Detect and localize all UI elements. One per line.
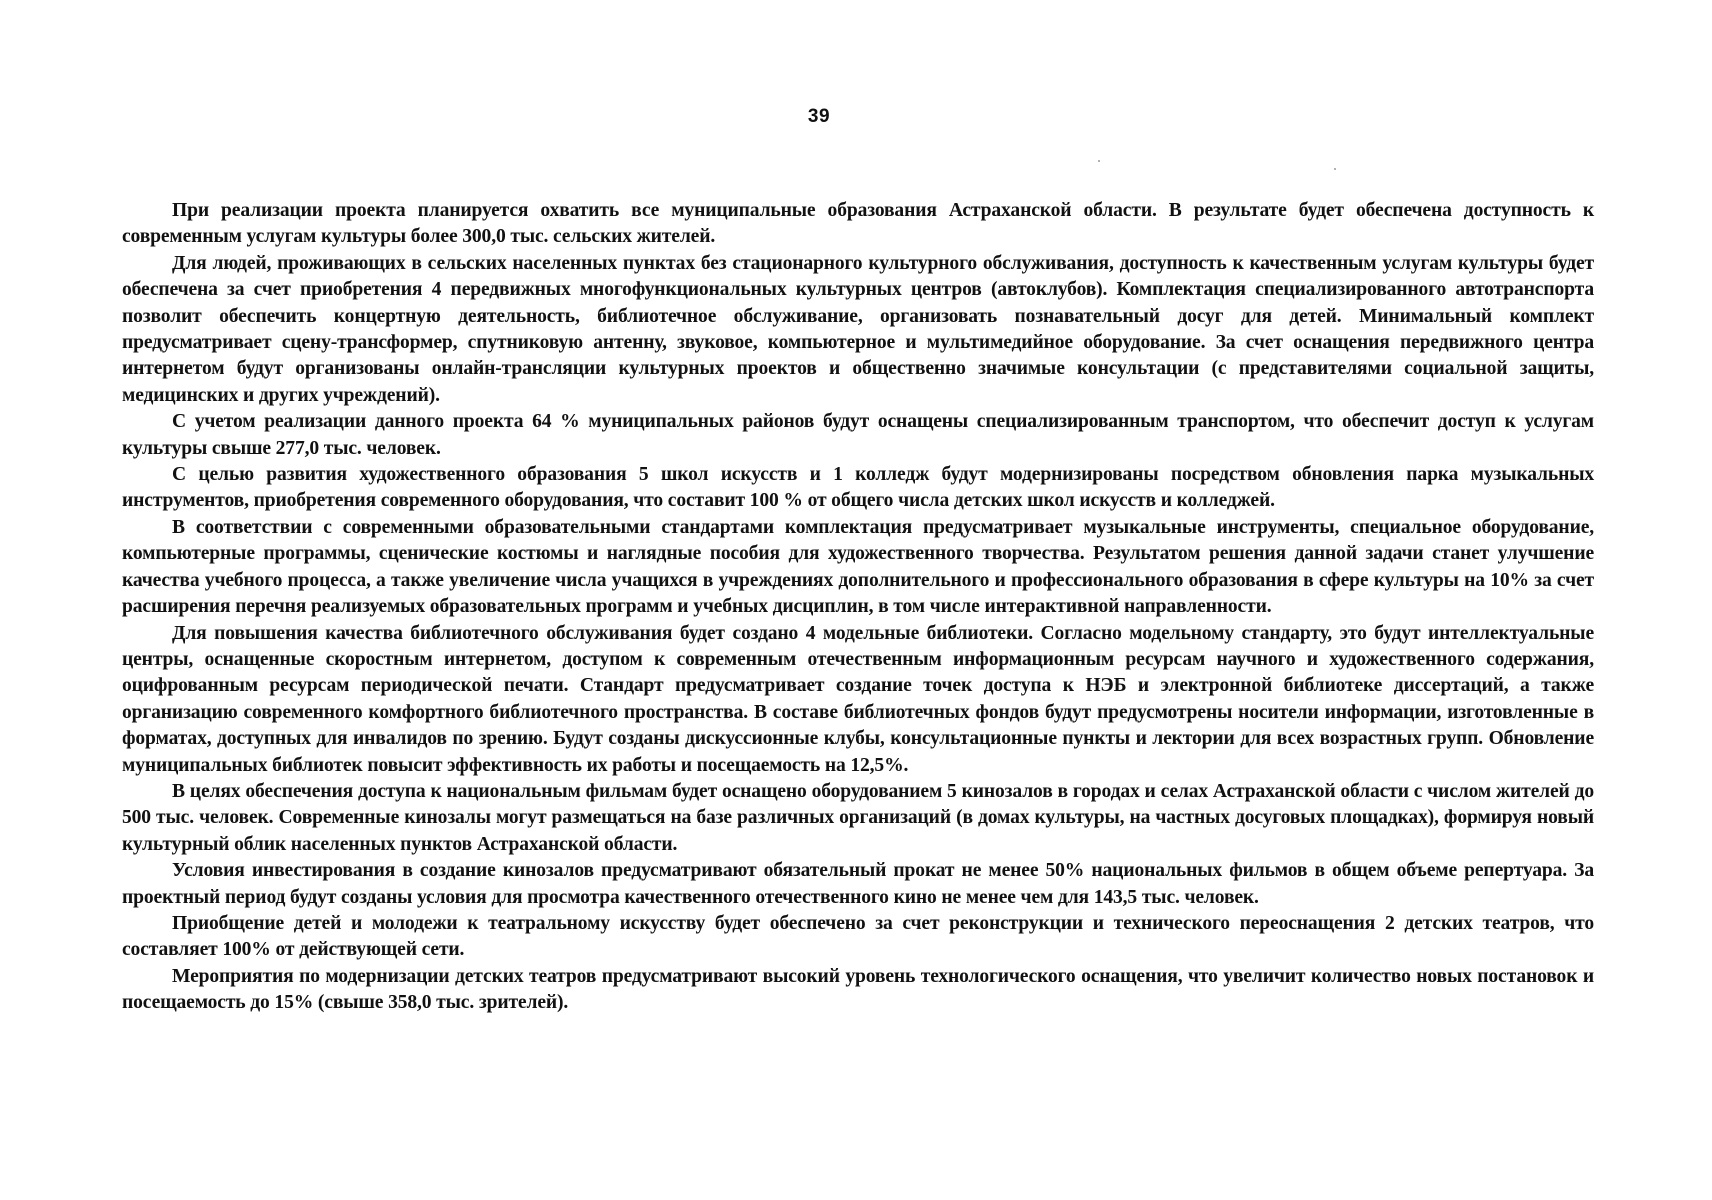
scan-speck [1334,168,1336,170]
paragraph: С целью развития художественного образования 5 школ искусств и 1 колледж будут модернизированы посредством обновления парка музыкальных инструментов, приобретения современного оборудования, что составит 100 % от общего числа детских школ искусств и колледжей. [122,464,1594,512]
paragraph: С учетом реализации данного проекта 64 % муниципальных районов будут оснащены специализированным транспортом, что обеспечит доступ к услугам культуры свыше 277,0 тыс. человек. [122,411,1594,459]
paragraph: В целях обеспечения доступа к национальным фильмам будет оснащено оборудованием 5 кинозалов в городах и селах Астраханской области с числом жителей до 500 тыс. человек. Современные кинозалы могут размещаться на базе различных организаций (в домах культуры, на частных досуговых площадках), формируя новый культурный облик населенных пунктов Астраханской области. [122,780,1594,855]
paragraph: Мероприятия по модернизации детских театров предусматривают высокий уровень технологического оснащения, что увеличит количество новых постановок и посещаемость до 15% (свыше 358,0 тыс. зрителей). [122,965,1594,1014]
paragraph: Для повышения качества библиотечного обслуживания будет создано 4 модельные библиотеки. Согласно модельному стандарту, это будут интеллектуальные центры, оснащенные скоростным интернетом, доступом к современным отечественным информационным ресурсам научного и художественного содержания, оцифрованным ресурсам периодической печати. Стандарт предусматривает создание точек доступа к НЭБ и электронной библиотеке диссертаций, а также организацию современного комфортного библиотечного пространства. В составе библиотечных фондов будут предусмотрены носители информации, изготовленные в форматах, доступных для инвалидов по зрению. Будут созданы дискуссионные клубы, консультационные пункты и лектории для всех возрастных групп. Обновление муниципальных библиотек повысит эффективность их работы и посещаемость на 12,5%. [122,622,1594,776]
paragraph: Для людей, проживающих в сельских населенных пунктах без стационарного культурного обслуживания, доступность к качественным услугам культуры будет обеспечена за счет приобретения 4 передвижных многофункциональных культурных центров (автоклубов). Комплектация специализированного автотранспорта позволит обеспечить концертную деятельность, библиотечное обслуживание, организовать познавательный досуг для детей. Минимальный комплект предусматривает сцену-трансформер, спутниковую антенну, звуковое, компьютерное и мультимедийное оборудование. За счет оснащения передвижного центра интернетом будут организованы онлайн-трансляции культурных проектов и общественно значимые консультации (с представителями социальной защиты, медицинских и других учреждений). [122,252,1594,406]
paragraph: Условия инвестирования в создание кинозалов предусматривают обязательный прокат не менее 50% национальных фильмов в общем объеме репертуара. За проектный период будут созданы условия для просмотра качественного отечественного кино не менее чем для 143,5 тыс. человек. [122,860,1594,908]
paragraph: В соответствии с современными образовательными стандартами комплектация предусматривает музыкальные инструменты, специальное оборудование, компьютерные программы, сценические костюмы и наглядные пособия для художественного творчества. Результатом решения данной задачи станет улучшение качества учебного процесса, а также увеличение числа учащихся в учреждениях дополнительного и профессионального образования в сфере культуры на 10% за счет расширения перечня реализуемых образовательных программ и учебных дисциплин, в том числе интерактивной направленности. [122,516,1594,618]
paragraph: Приобщение детей и молодежи к театральному искусству будет обеспечено за счет реконструкции и технического переоснащения 2 детских театров, что составляет 100% от действующей сети. [122,912,1594,961]
page-number: 39 [807,106,831,127]
scan-speck [1098,160,1100,162]
document-body [122,198,1594,1017]
paragraph: При реализации проекта планируется охватить все муниципальные образования Астраханской области. В результате будет обеспечена доступность к современным услугам культуры более 300,0 тыс. сельских жителей. [122,200,1594,248]
